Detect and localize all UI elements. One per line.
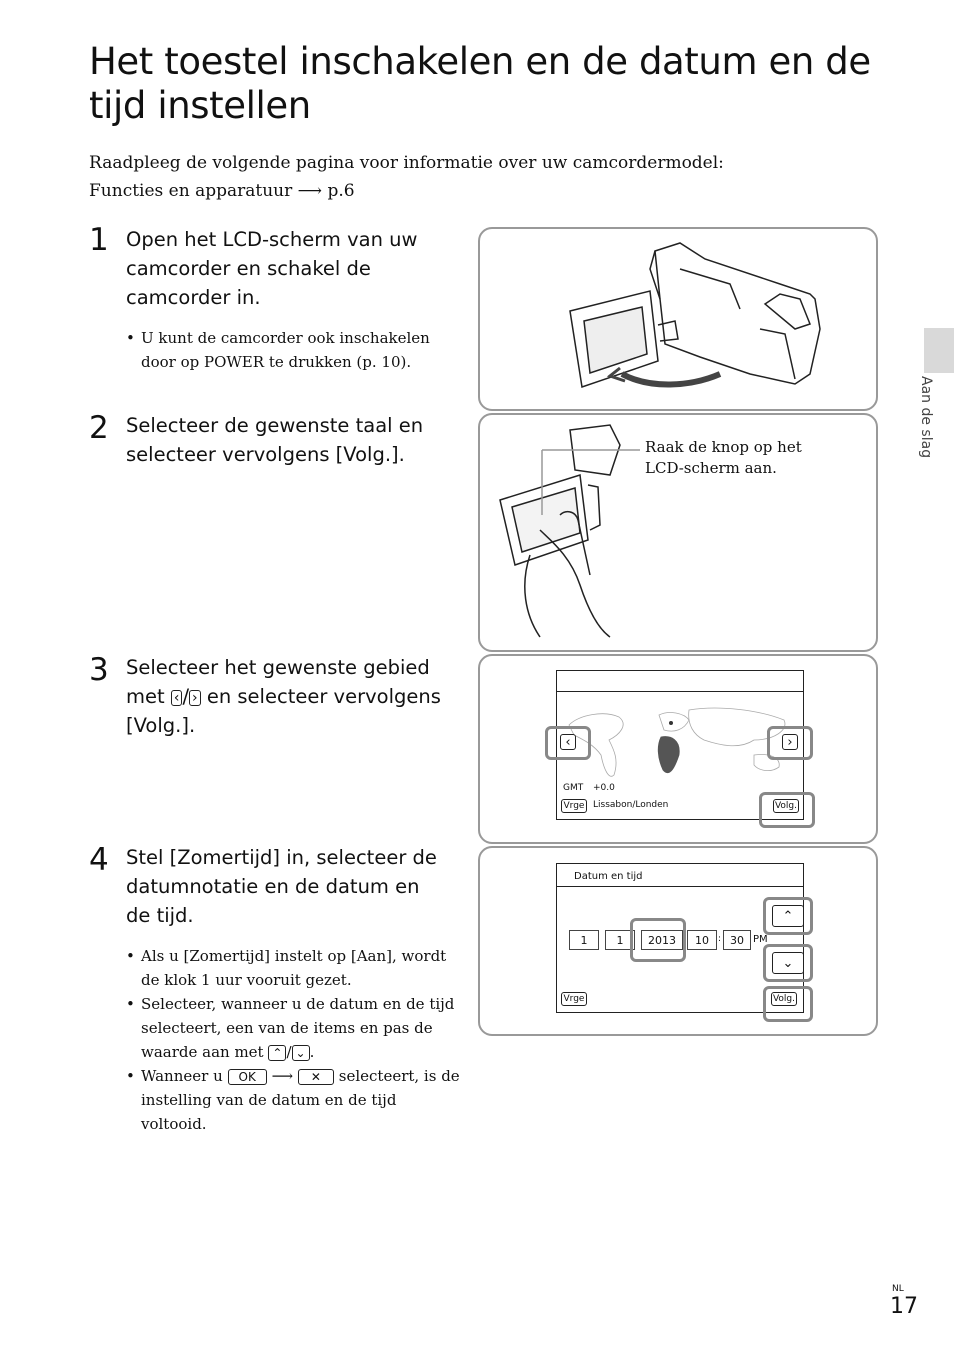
- step-4-note-3: • Wanneer u OK ⟶ ✕ selecteert, is de instelling van de datum en de tijd voltooid.: [126, 1064, 466, 1136]
- step-2-text: Selecteer de gewenste taal en selecteer vervolgens [Volg.].: [126, 414, 424, 466]
- day-field[interactable]: 1: [605, 930, 635, 950]
- year-field-highlight: [630, 918, 686, 962]
- year-field[interactable]: 2013: [641, 930, 683, 950]
- world-map-icon: [559, 695, 801, 787]
- arrow-down-icon: ⌄: [292, 1045, 310, 1061]
- screen-divider: [557, 886, 803, 887]
- screen-divider: [557, 691, 803, 692]
- chevron-left-icon[interactable]: ‹: [560, 734, 576, 750]
- datetime-title: Datum en tijd: [574, 871, 643, 882]
- chevron-right-icon[interactable]: ›: [782, 734, 798, 750]
- step-3-number: 3: [89, 652, 109, 688]
- footer-language: NL: [892, 1284, 904, 1294]
- step-4-text: Stel [Zomertijd] in, selecteer de datumnotatie en de datum en de tijd.: [126, 846, 437, 927]
- step-1-note: • U kunt de camcorder ook inschakelen door op POWER te drukken (p. 10).: [126, 326, 466, 374]
- arrow-right-icon: ⟶: [271, 1067, 294, 1085]
- location-marker-icon: [669, 721, 673, 725]
- ok-button-icon: OK: [228, 1069, 267, 1085]
- step-1-text: Open het LCD-scherm van uw camcorder en schakel de camcorder in.: [126, 228, 418, 309]
- time-separator: :: [718, 934, 722, 944]
- chevron-left-icon: ‹: [171, 690, 183, 706]
- chevron-right-icon: ›: [189, 690, 201, 706]
- ampm-indicator: PM: [753, 934, 768, 945]
- next-button-highlight: [759, 792, 815, 828]
- step-1-number: 1: [89, 222, 109, 258]
- step-3-text-b: en selecteer vervolgens [Volg.].: [126, 685, 441, 737]
- next-button[interactable]: Volg.: [774, 801, 798, 811]
- section-tab-marker: [924, 328, 954, 373]
- figure-2-touch-screen: [478, 413, 878, 652]
- arrow-down-icon[interactable]: ⌄: [772, 952, 804, 974]
- next-button[interactable]: Volg.: [772, 994, 796, 1004]
- step-2-number: 2: [89, 410, 109, 446]
- step-1-notes: [126, 326, 466, 374]
- figure-2-caption: Raak de knop op het LCD-scherm aan.: [645, 438, 802, 477]
- intro-reference-page: p.6: [327, 181, 355, 201]
- intro-reference-label: Functies en apparatuur: [89, 181, 293, 201]
- intro-reference: [89, 180, 355, 202]
- intro-text: Raadpleeg de volgende pagina voor informatie over uw camcordermodel:: [89, 153, 724, 173]
- back-button[interactable]: Vrge: [561, 799, 587, 813]
- camcorder-illustration: [480, 229, 876, 409]
- figure-3-region-screen: [478, 654, 878, 844]
- step-4-number: 4: [89, 842, 109, 878]
- section-side-label: Aan de slag: [918, 376, 934, 459]
- figure-4-date-time-screen: [478, 846, 878, 1036]
- gmt-label: GMT: [563, 783, 584, 793]
- arrow-up-icon[interactable]: ⌃: [772, 905, 804, 927]
- region-name: Lissabon/Londen: [593, 800, 669, 810]
- page-title: Het toestel inschakelen en de datum en de tijd instellen: [89, 40, 871, 127]
- next-button-highlight: [763, 986, 813, 1022]
- arrow-up-icon: ⌃: [268, 1045, 286, 1061]
- step-4-note-1: • Als u [Zomertijd] instelt op [Aan], wordt de klok 1 uur vooruit gezet.: [126, 944, 466, 992]
- close-icon: ✕: [298, 1069, 334, 1085]
- minute-field[interactable]: 30: [723, 930, 751, 950]
- arrow-right-icon: ⟶: [297, 181, 323, 201]
- step-4-note-2: • Selecteer, wanneer u de datum en de tijd selecteert, een van de items en pas de waarde aan met ⌃ / ⌄ .: [126, 992, 466, 1064]
- gmt-value: +0.0: [593, 783, 615, 793]
- hour-field[interactable]: 10: [687, 930, 717, 950]
- month-field[interactable]: 1: [569, 930, 599, 950]
- page-number: 17: [890, 1294, 918, 1319]
- figure-1-camcorder: [478, 227, 878, 411]
- step-3-text: Selecteer het gewenste gebied met ‹ / › en selecteer vervolgens [Volg.].: [126, 656, 441, 737]
- step-4-notes: [126, 944, 466, 1136]
- back-button[interactable]: Vrge: [561, 992, 587, 1006]
- step-3-text-a: Selecteer het gewenste gebied met: [126, 656, 430, 708]
